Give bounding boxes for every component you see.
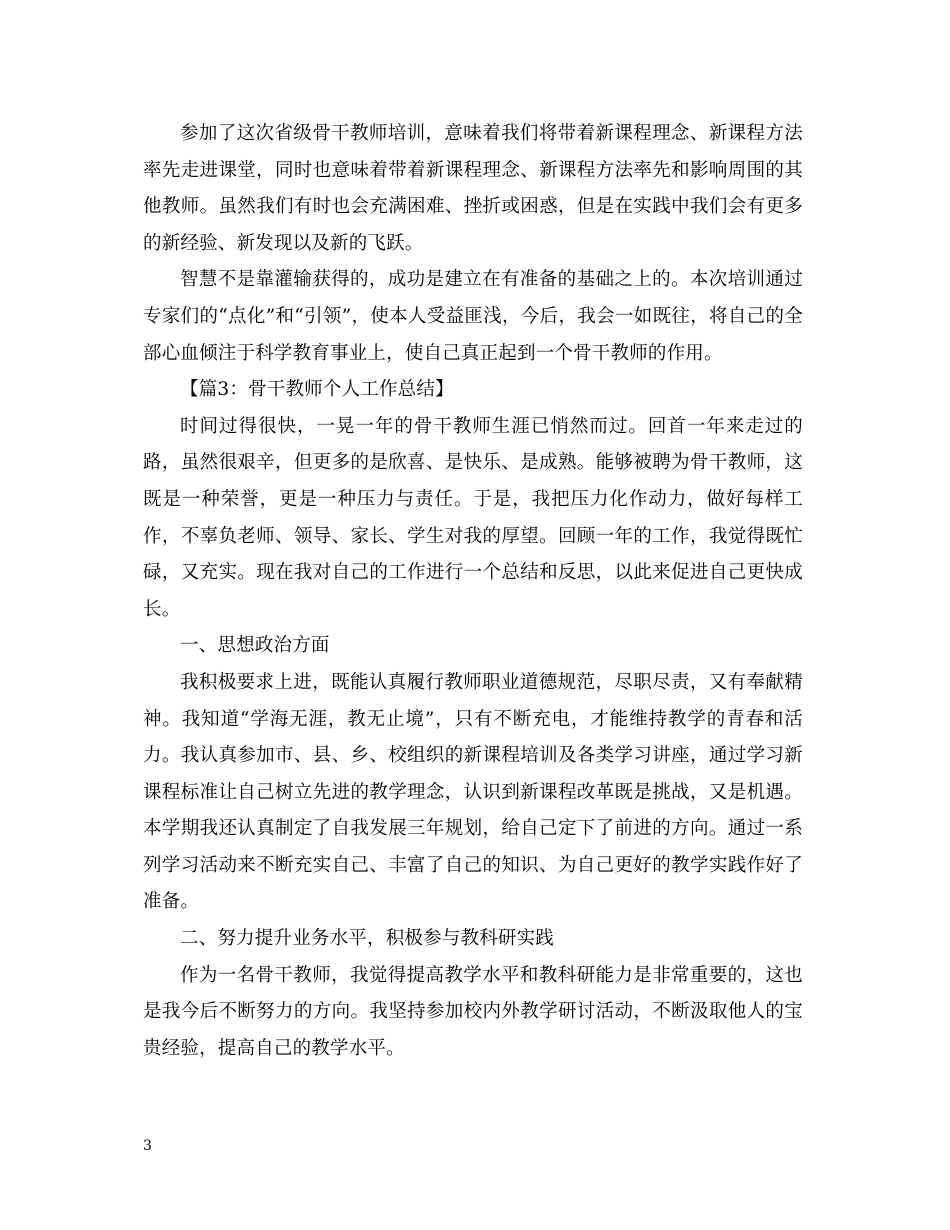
paragraph-year-review: 时间过得很快，一晃一年的骨干教师生涯已悄然而过。回首一年来走过的路，虽然很艰辛，但更多的是欣喜、是快乐、是成熟。能够被聘为骨干教师，这既是一种荣誉，更是一种压力与责任。于是，我把压力化作动力，做好每样工作，不辜负老师、领导、家长、学生对我的厚望。回顾一年的工作，我觉得既忙碌，又充实。现在我对自己的工作进行一个总结和反思，以此来促进自己更快成长。 bbox=[143, 415, 803, 620]
document-body bbox=[143, 116, 803, 1067]
section-heading-part3: 【篇3：骨干教师个人工作总结】 bbox=[180, 379, 454, 401]
paragraph-ideology: 我积极要求上进，既能认真履行教师职业道德规范，尽职尽责，又有奉献精神。我知道“学海无涯，教无止境”，只有不断充电，才能维持教学的青春和活力。我认真参加市、县、乡、校组织的新课程培训及各类学习讲座，通过学习新课程标准让自己树立先进的教学理念，认识到新课程改革既是挑战，又是机遇。本学期我还认真制定了自我发展三年规划，给自己定下了前进的方向。通过一系列学习活动来不断充实自己、丰富了自己的知识、为自己更好的教学实践作好了准备。 bbox=[143, 671, 803, 913]
section-heading-professional: 二、努力提升业务水平，积极参与教科研实践 bbox=[180, 928, 555, 950]
page-number: 3 bbox=[143, 1138, 152, 1154]
section-heading-ideology: 一、思想政治方面 bbox=[180, 635, 330, 657]
paragraph-professional: 作为一名骨干教师，我觉得提高教学水平和教科研能力是非常重要的，这也是我今后不断努力的方向。我坚持参加校内外教学研讨活动，不断汲取他人的宝贵经验，提高自己的教学水平。 bbox=[143, 964, 803, 1059]
paragraph-training-summary: 参加了这次省级骨干教师培训，意味着我们将带着新课程理念、新课程方法率先走进课堂，同时也意味着带着新课程理念、新课程方法率先和影响周围的其他教师。虽然我们有时也会充满困难、挫折或困惑，但是在实践中我们会有更多的新经验、新发现以及新的飞跃。 bbox=[143, 123, 803, 254]
paragraph-wisdom: 智慧不是靠灌输获得的，成功是建立在有准备的基础之上的。本次培训通过专家们的“点化”和“引领”，使本人受益匪浅，今后，我会一如既往，将自己的全部心血倾注于科学教育事业上，使自己真正起到一个骨干教师的作用。 bbox=[143, 269, 803, 364]
